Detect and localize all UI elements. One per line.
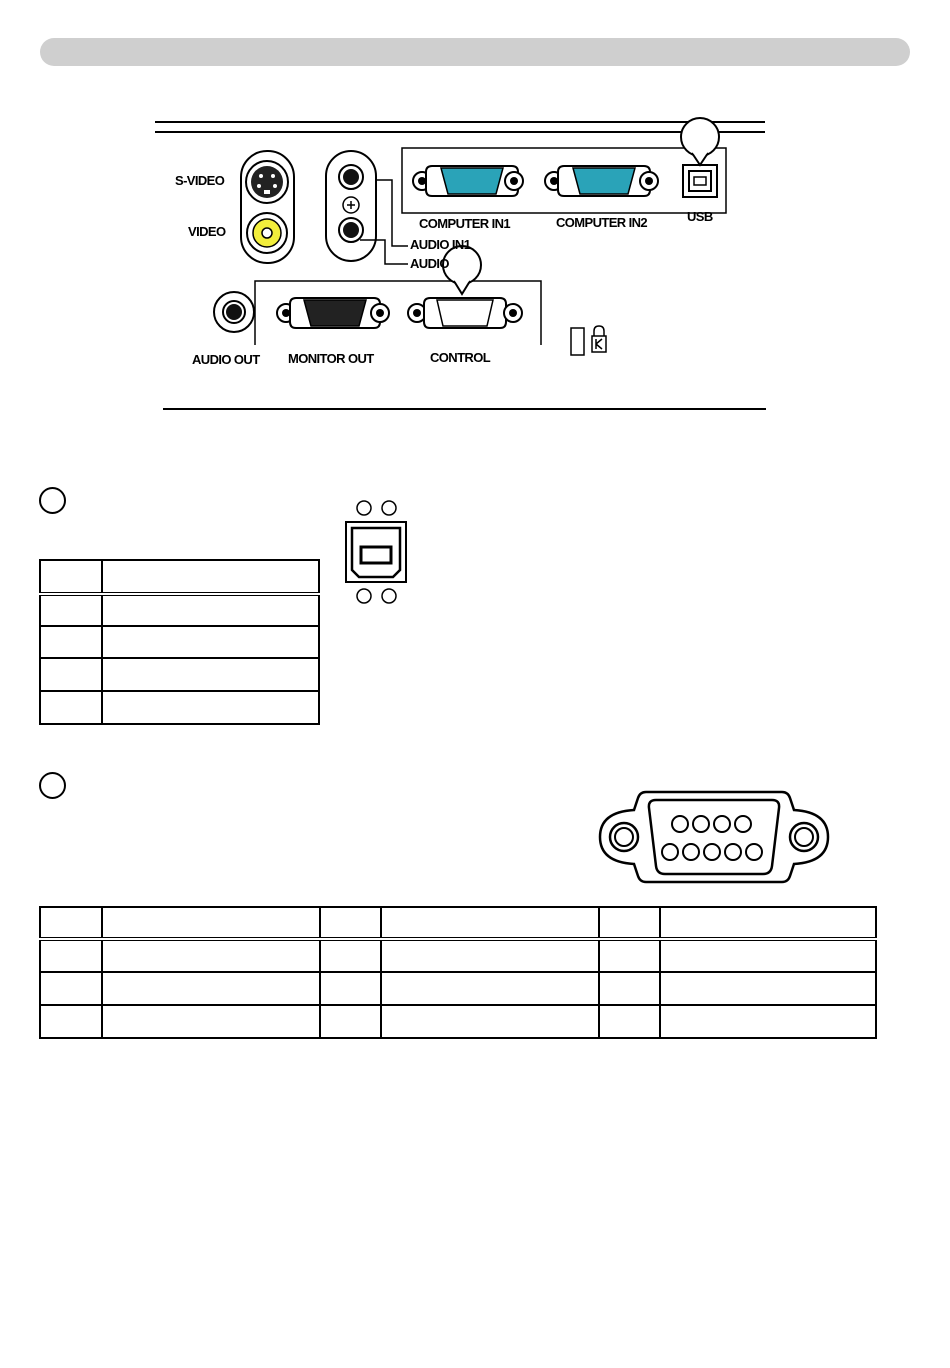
table-cell xyxy=(381,972,599,1005)
table-row xyxy=(40,658,319,691)
table-cell xyxy=(102,594,319,626)
table-cell xyxy=(381,1005,599,1038)
control-connector-diagram xyxy=(596,788,832,886)
table-row xyxy=(40,1005,876,1038)
table-cell xyxy=(599,972,660,1005)
control-label: CONTROL xyxy=(430,350,491,365)
table-cell xyxy=(381,939,599,972)
security-slot xyxy=(571,328,584,355)
table-header-row xyxy=(40,907,876,939)
svideo-label: S-VIDEO xyxy=(175,173,225,188)
control-port-panel xyxy=(408,298,522,328)
video-label: VIDEO xyxy=(188,224,226,239)
table-cell xyxy=(102,1005,320,1038)
table-cell xyxy=(660,907,876,939)
table-cell xyxy=(102,691,319,724)
table-row xyxy=(40,626,319,658)
table-cell xyxy=(40,972,102,1005)
table-cell xyxy=(40,626,102,658)
usb-section-marker xyxy=(39,487,66,514)
table-cell xyxy=(320,907,381,939)
control-pin-table xyxy=(39,906,877,1039)
table-cell xyxy=(320,1005,381,1038)
computer-in1-port xyxy=(413,166,523,196)
table-cell xyxy=(40,907,102,939)
table-cell xyxy=(320,939,381,972)
control-section-marker xyxy=(39,772,66,799)
computer-in2-label: COMPUTER IN2 xyxy=(556,215,648,230)
usb-connector-diagram xyxy=(335,493,415,608)
computer-in1-label: COMPUTER IN1 xyxy=(419,216,511,231)
table-row xyxy=(40,594,319,626)
table-cell xyxy=(40,691,102,724)
monitor-out-port xyxy=(277,298,389,328)
usb-port-panel xyxy=(683,165,717,197)
table-cell xyxy=(102,658,319,691)
table-cell xyxy=(660,939,876,972)
table-cell xyxy=(599,907,660,939)
table-cell xyxy=(102,626,319,658)
rear-panel-illustration xyxy=(0,0,950,430)
table-cell xyxy=(660,972,876,1005)
audio-out-label: AUDIO OUT xyxy=(192,352,260,367)
monitor-out-label: MONITOR OUT xyxy=(288,351,374,366)
table-header-row xyxy=(40,560,319,594)
kensington-lock-icon xyxy=(592,326,606,352)
table-cell xyxy=(599,1005,660,1038)
audio-in2-label: AUDIO xyxy=(410,256,449,271)
table-row xyxy=(40,972,876,1005)
computer-in2-port xyxy=(545,166,658,196)
table-cell xyxy=(320,972,381,1005)
usb-callout-bubble xyxy=(681,118,719,165)
table-cell xyxy=(40,658,102,691)
table-cell xyxy=(102,560,319,594)
audio-out-jack xyxy=(214,292,254,332)
table-cell xyxy=(599,939,660,972)
table-cell xyxy=(102,907,320,939)
audio-in1-label: AUDIO IN1 xyxy=(410,237,471,252)
table-cell xyxy=(381,907,599,939)
table-cell xyxy=(40,1005,102,1038)
table-cell xyxy=(40,560,102,594)
table-cell xyxy=(40,594,102,626)
usb-label: USB xyxy=(687,209,713,224)
panel-ports-drawing xyxy=(0,0,950,430)
table-cell xyxy=(660,1005,876,1038)
table-row xyxy=(40,939,876,972)
usb-pin-table xyxy=(39,559,320,725)
table-row xyxy=(40,691,319,724)
table-cell xyxy=(102,972,320,1005)
table-cell xyxy=(40,939,102,972)
table-cell xyxy=(102,939,320,972)
